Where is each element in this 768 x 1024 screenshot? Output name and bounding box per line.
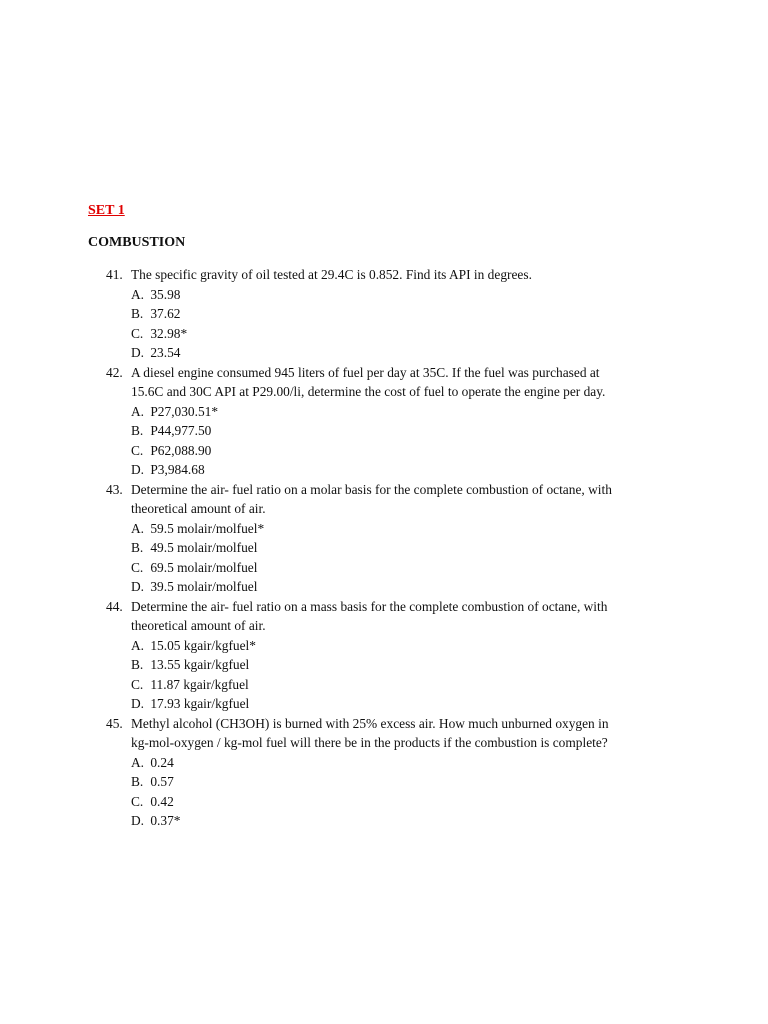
question-list: [106, 265, 666, 831]
choice-letter: B.: [131, 540, 144, 555]
question-item: [106, 597, 666, 714]
choice-text: 32.98*: [150, 325, 188, 341]
answer-choice: [131, 285, 666, 305]
choice-letter: B.: [131, 306, 144, 321]
choice-text: 0.57: [150, 774, 174, 789]
question-item: [106, 363, 666, 480]
choice-text: 13.55 kgair/kgfuel: [150, 657, 250, 672]
choice-text: P62,088.90: [150, 442, 212, 458]
question-number: 45.: [106, 715, 123, 731]
choice-letter: A.: [131, 286, 145, 302]
answer-choice: [131, 772, 666, 792]
answer-choices: [106, 519, 666, 597]
answer-choice: [131, 441, 666, 461]
choice-text: P27,030.51*: [150, 403, 219, 419]
answer-choice: [131, 675, 666, 695]
choice-letter: D.: [131, 696, 145, 711]
question-text: A diesel engine consumed 945 liters of fuel per day at 35C. If the fuel was purchased at 15.6C and 30C API at P29.00/li, determine the cost of fuel to operate the engine per day.: [131, 364, 606, 399]
choice-text: 49.5 molair/molfuel: [150, 540, 258, 555]
choice-letter: C.: [131, 559, 144, 575]
choice-text: 15.05 kgair/kgfuel*: [150, 637, 256, 653]
question-text: Determine the air- fuel ratio on a mass basis for the complete combustion of octane, with theoretical amount of air.: [131, 598, 608, 633]
choice-letter: D.: [131, 345, 145, 360]
answer-choice: [131, 304, 666, 324]
choice-text: 59.5 molair/molfuel*: [150, 520, 265, 536]
answer-choice: [131, 538, 666, 558]
choice-text: 17.93 kgair/kgfuel: [150, 696, 250, 711]
question-text: The specific gravity of oil tested at 29.4C is 0.852. Find its API in degrees.: [131, 267, 532, 282]
choice-letter: B.: [131, 657, 144, 672]
answer-choice: [131, 460, 666, 480]
choice-letter: C.: [131, 325, 144, 341]
answer-choice: [131, 519, 666, 539]
question-text: Methyl alcohol (CH3OH) is burned with 25% excess air. How much unburned oxygen in kg-mol-oxygen / kg-mol fuel will there be in the products if the combustion is complete?: [131, 715, 609, 750]
question-number: 41.: [106, 267, 123, 282]
answer-choice: [131, 421, 666, 441]
answer-choice: [131, 636, 666, 656]
answer-choices: [106, 636, 666, 714]
choice-letter: B.: [131, 423, 144, 438]
choice-text: P44,977.50: [150, 423, 212, 438]
answer-choice: [131, 655, 666, 675]
section-heading: COMBUSTION: [88, 235, 186, 250]
choice-letter: C.: [131, 442, 144, 458]
question-number: 42.: [106, 364, 123, 380]
question-item: [106, 480, 666, 597]
answer-choice: [131, 753, 666, 773]
question-item: [106, 265, 666, 363]
choice-text: P3,984.68: [150, 462, 205, 477]
choice-text: 39.5 molair/molfuel: [150, 579, 258, 594]
set-heading: SET 1: [88, 203, 125, 218]
choice-letter: A.: [131, 637, 145, 653]
answer-choice: [131, 577, 666, 597]
question-text: Determine the air- fuel ratio on a molar basis for the complete combustion of octane, with theoretical amount of air.: [131, 481, 612, 516]
choice-text: 35.98: [150, 286, 181, 302]
answer-choice: [131, 792, 666, 812]
answer-choice: [131, 402, 666, 422]
choice-letter: D.: [131, 579, 145, 594]
choice-text: 69.5 molair/molfuel: [150, 559, 258, 575]
answer-choice: [131, 558, 666, 578]
answer-choices: [106, 285, 666, 363]
answer-choices: [106, 402, 666, 480]
choice-text: 37.62: [150, 306, 181, 321]
choice-letter: A.: [131, 520, 145, 536]
choice-text: 11.87 kgair/kgfuel: [150, 676, 249, 692]
choice-letter: D.: [131, 813, 145, 828]
choice-letter: A.: [131, 403, 145, 419]
choice-letter: B.: [131, 774, 144, 789]
choice-text: 23.54: [150, 345, 181, 360]
answer-choice: [131, 811, 666, 831]
choice-letter: A.: [131, 754, 145, 770]
choice-letter: C.: [131, 676, 144, 692]
answer-choices: [106, 753, 666, 831]
answer-choice: [131, 343, 666, 363]
choice-text: 0.24: [150, 754, 174, 770]
question-number: 44.: [106, 598, 123, 614]
choice-letter: D.: [131, 462, 145, 477]
choice-text: 0.42: [150, 793, 174, 809]
question-item: [106, 714, 666, 831]
answer-choice: [131, 324, 666, 344]
answer-choice: [131, 694, 666, 714]
choice-letter: C.: [131, 793, 144, 809]
choice-text: 0.37*: [150, 813, 181, 828]
question-number: 43.: [106, 481, 123, 497]
